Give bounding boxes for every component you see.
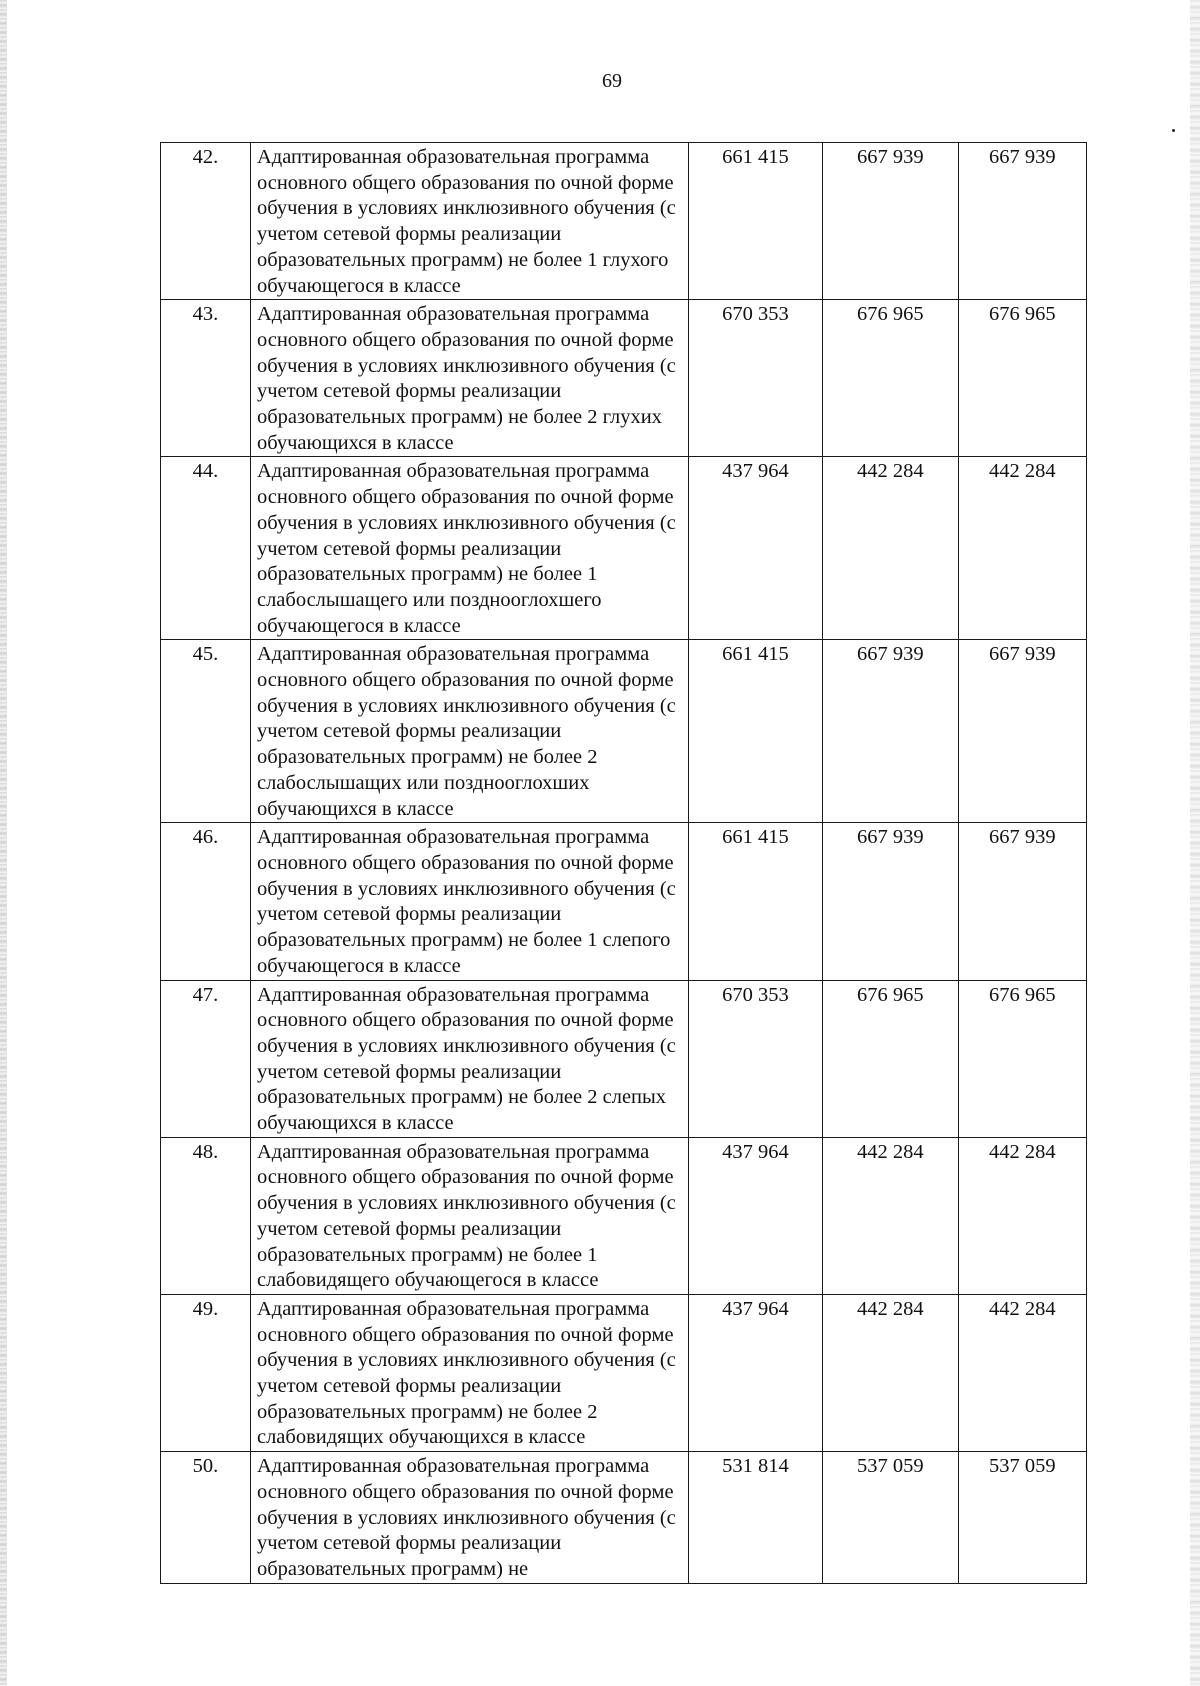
tariff-table	[160, 142, 1087, 1584]
value-cell-3: 537 059	[958, 1452, 1086, 1584]
value-cell-3: 667 939	[958, 823, 1086, 980]
value-cell-2: 537 059	[823, 1452, 958, 1584]
value-cell-3: 667 939	[958, 143, 1086, 300]
table-row	[161, 300, 1087, 457]
value-cell-1: 661 415	[688, 143, 822, 300]
value-cell-3: 442 284	[958, 457, 1086, 640]
value-cell-2: 442 284	[823, 1294, 958, 1451]
table-row	[161, 823, 1087, 980]
value-cell-2: 667 939	[823, 823, 958, 980]
table-row	[161, 1452, 1087, 1584]
value-cell-1: 531 814	[688, 1452, 822, 1584]
row-number: 50.	[161, 1452, 251, 1584]
program-description: Адаптированная образовательная программа основного общего образования по очной форме обучения в условиях инклюзивного обучения (с учетом сетевой формы реализации образовательных программ) не более 2 слабослышащих или позднооглохших обучающихся в классе	[250, 640, 688, 823]
row-number: 43.	[161, 300, 251, 457]
scan-edge-left	[0, 0, 7, 1686]
row-number: 48.	[161, 1137, 251, 1294]
scan-edge-right	[1190, 0, 1200, 1686]
value-cell-1: 661 415	[688, 640, 822, 823]
row-number: 44.	[161, 457, 251, 640]
value-cell-3: 442 284	[958, 1137, 1086, 1294]
value-cell-1: 670 353	[688, 300, 822, 457]
program-description: Адаптированная образовательная программа основного общего образования по очной форме обучения в условиях инклюзивного обучения (с учетом сетевой формы реализации образовательных программ) не более 1 слабовидящего обучающегося в классе	[250, 1137, 688, 1294]
table-row	[161, 640, 1087, 823]
page-number: 69	[602, 70, 622, 92]
row-number: 42.	[161, 143, 251, 300]
value-cell-1: 437 964	[688, 457, 822, 640]
row-number: 49.	[161, 1294, 251, 1451]
value-cell-1: 661 415	[688, 823, 822, 980]
program-description: Адаптированная образовательная программа основного общего образования по очной форме обучения в условиях инклюзивного обучения (с учетом сетевой формы реализации образовательных программ) не более 2 слепых обучающихся в классе	[250, 980, 688, 1137]
table-row	[161, 980, 1087, 1137]
row-number: 46.	[161, 823, 251, 980]
program-description: Адаптированная образовательная программа основного общего образования по очной форме обучения в условиях инклюзивного обучения (с учетом сетевой формы реализации образовательных программ) не более 1 слепого обучающегося в классе	[250, 823, 688, 980]
table-row	[161, 1137, 1087, 1294]
value-cell-2: 442 284	[823, 457, 958, 640]
value-cell-2: 667 939	[823, 640, 958, 823]
scan-speck	[1172, 129, 1175, 132]
table-row	[161, 457, 1087, 640]
value-cell-2: 667 939	[823, 143, 958, 300]
value-cell-2: 442 284	[823, 1137, 958, 1294]
program-description: Адаптированная образовательная программа основного общего образования по очной форме обучения в условиях инклюзивного обучения (с учетом сетевой формы реализации образовательных программ) не более 2 глухих обучающихся в классе	[250, 300, 688, 457]
value-cell-3: 676 965	[958, 300, 1086, 457]
value-cell-3: 676 965	[958, 980, 1086, 1137]
program-description: Адаптированная образовательная программа основного общего образования по очной форме обучения в условиях инклюзивного обучения (с учетом сетевой формы реализации образовательных программ) не	[250, 1452, 688, 1584]
row-number: 47.	[161, 980, 251, 1137]
value-cell-3: 442 284	[958, 1294, 1086, 1451]
program-description: Адаптированная образовательная программа основного общего образования по очной форме обучения в условиях инклюзивного обучения (с учетом сетевой формы реализации образовательных программ) не более 1 слабослышащего или позднооглохшего обучающегося в классе	[250, 457, 688, 640]
value-cell-1: 670 353	[688, 980, 822, 1137]
program-description: Адаптированная образовательная программа основного общего образования по очной форме обучения в условиях инклюзивного обучения (с учетом сетевой формы реализации образовательных программ) не более 2 слабовидящих обучающихся в классе	[250, 1294, 688, 1451]
program-description: Адаптированная образовательная программа основного общего образования по очной форме обучения в условиях инклюзивного обучения (с учетом сетевой формы реализации образовательных программ) не более 1 глухого обучающегося в классе	[250, 143, 688, 300]
value-cell-1: 437 964	[688, 1137, 822, 1294]
value-cell-2: 676 965	[823, 980, 958, 1137]
table-row	[161, 143, 1087, 300]
value-cell-3: 667 939	[958, 640, 1086, 823]
value-cell-2: 676 965	[823, 300, 958, 457]
row-number: 45.	[161, 640, 251, 823]
table-row	[161, 1294, 1087, 1451]
value-cell-1: 437 964	[688, 1294, 822, 1451]
